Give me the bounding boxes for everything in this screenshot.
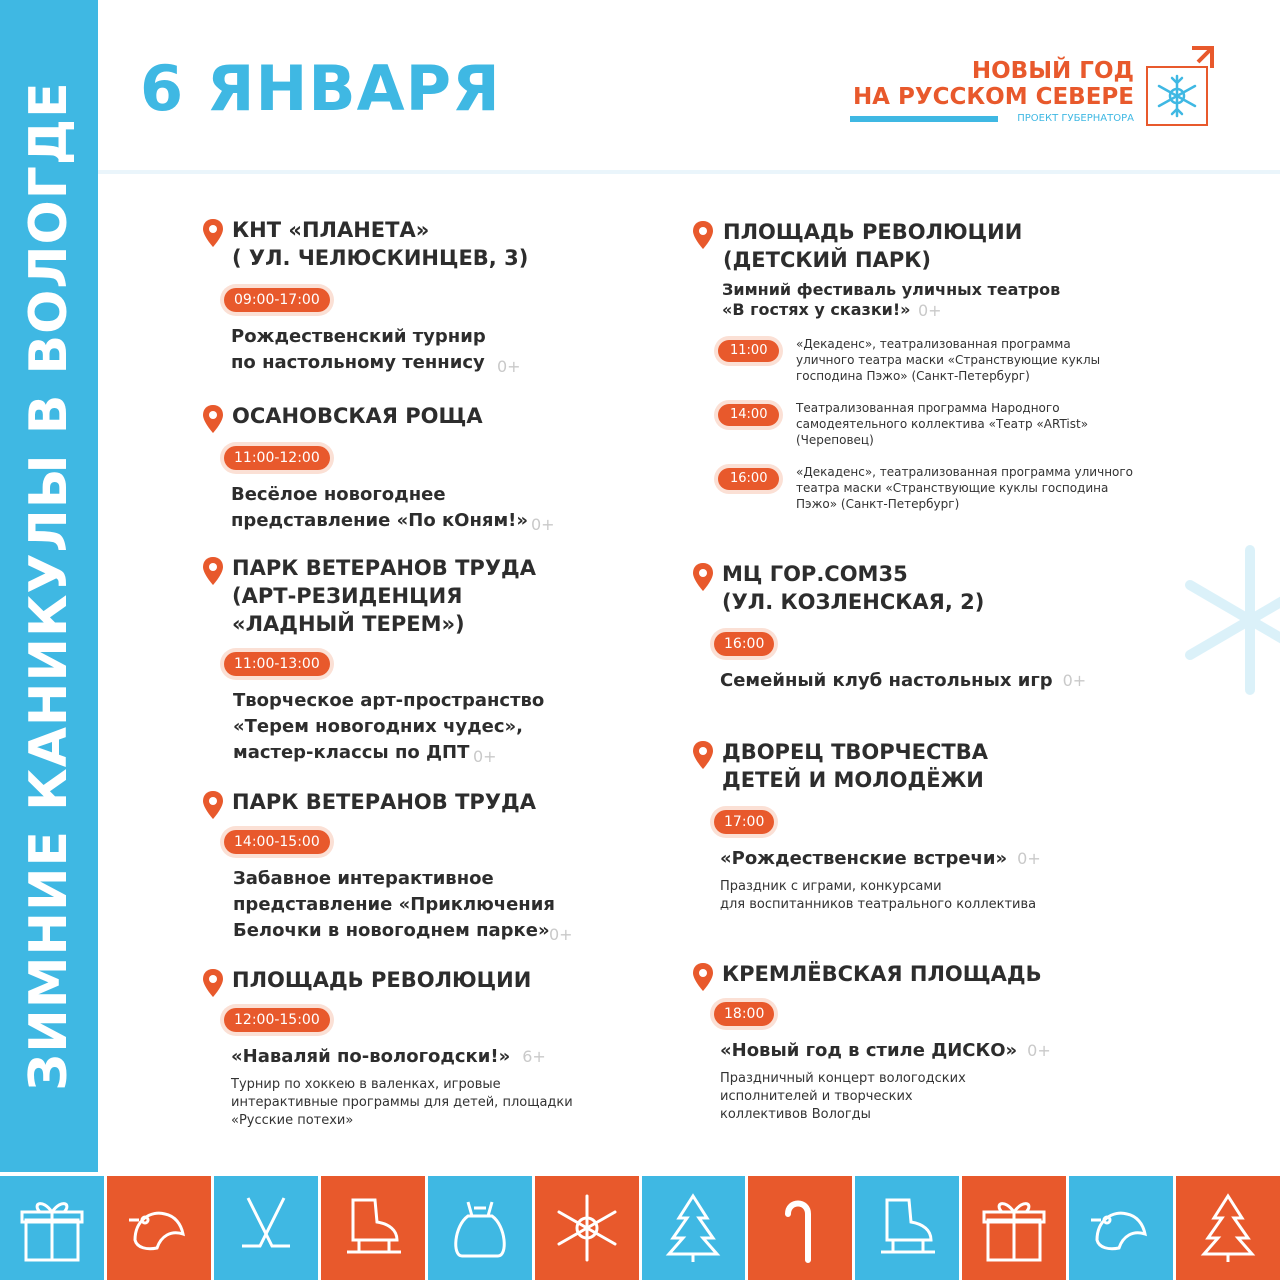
time-badge: 14:00-15:00 bbox=[224, 830, 330, 854]
schedule-description: «Декаденс», театрализованная программа уличного театра маски «Странствующие куклы господина Пэжо» (Санкт-Петербург) bbox=[796, 465, 1134, 511]
age-rating: 0+ bbox=[497, 357, 521, 376]
logo-line2: НА РУССКОМ СЕВЕРЕ bbox=[852, 84, 1134, 110]
venue-block bbox=[692, 218, 1172, 320]
logo-line1: НОВЫЙ ГОД bbox=[971, 58, 1134, 84]
location-pin-icon bbox=[692, 740, 714, 770]
footer-icon-strip bbox=[0, 1176, 1280, 1280]
location-pin-icon bbox=[692, 962, 714, 992]
page-title: 6 ЯНВАРЯ bbox=[140, 52, 501, 125]
location-pin-icon bbox=[692, 220, 714, 250]
logo-arrow-icon bbox=[1188, 44, 1216, 72]
event-title: Забавное интерактивное представление «Приключения Белочки в новогоднем парке» bbox=[233, 868, 555, 941]
venue-name: ПАРК ВЕТЕРАНОВ ТРУДА (АРТ-РЕЗИДЕНЦИЯ «ЛАДНЫЙ ТЕРЕМ») bbox=[232, 556, 536, 636]
time-badge: 09:00-17:00 bbox=[224, 288, 330, 312]
event-title: «Рождественские встречи» bbox=[720, 848, 1008, 869]
location-pin-icon bbox=[202, 968, 224, 998]
venue-name: ПЛОЩАДЬ РЕВОЛЮЦИИ (ДЕТСКИЙ ПАРК) bbox=[723, 220, 1023, 272]
bird-icon bbox=[107, 1176, 214, 1280]
venue-name: КНТ «ПЛАНЕТА» ( УЛ. ЧЕЛЮСКИНЦЕВ, 3) bbox=[232, 218, 529, 270]
time-badge: 11:00-13:00 bbox=[224, 652, 330, 676]
candy-cane-icon bbox=[748, 1176, 855, 1280]
event-description: Турнир по хоккею в валенках, игровые интерактивные программы для детей, площадки «Русские потехи» bbox=[231, 1077, 573, 1128]
venue-block bbox=[692, 738, 1172, 914]
age-rating: 0+ bbox=[1017, 849, 1041, 868]
time-badge: 18:00 bbox=[714, 1002, 774, 1026]
age-rating: 0+ bbox=[549, 925, 573, 944]
venue-name: ОСАНОВСКАЯ РОЩА bbox=[232, 404, 483, 428]
skate-icon bbox=[321, 1176, 428, 1280]
age-rating: 0+ bbox=[1027, 1041, 1051, 1060]
venue-name: МЦ ГОР.СОМ35 (УЛ. КОЗЛЕНСКАЯ, 2) bbox=[722, 562, 985, 614]
venue-name: ПЛОЩАДЬ РЕВОЛЮЦИИ bbox=[232, 968, 532, 992]
snowflake-icon bbox=[535, 1176, 642, 1280]
decorative-snowflake-icon bbox=[1170, 540, 1280, 700]
event-title: Семейный клуб настольных игр bbox=[720, 670, 1053, 691]
sidebar-title: ЗИМНИЕ КАНИКУЛЫ В ВОЛОГДЕ bbox=[19, 81, 79, 1091]
age-rating: 6+ bbox=[522, 1047, 546, 1066]
venue-block bbox=[202, 788, 622, 944]
time-badge: 11:00-12:00 bbox=[224, 446, 330, 470]
logo-bar bbox=[850, 116, 998, 122]
time-badge: 16:00 bbox=[718, 468, 779, 490]
venue-name: ПАРК ВЕТЕРАНОВ ТРУДА bbox=[232, 790, 536, 814]
venue-name: ДВОРЕЦ ТВОРЧЕСТВА ДЕТЕЙ И МОЛОДЁЖИ bbox=[722, 740, 988, 792]
time-badge: 12:00-15:00 bbox=[224, 1008, 330, 1032]
location-pin-icon bbox=[202, 790, 224, 820]
logo-snowflake-icon bbox=[1146, 66, 1208, 126]
hockey-sticks-icon bbox=[214, 1176, 321, 1280]
event-description: Праздничный концерт вологодских исполнителей и творческих коллективов Вологды bbox=[720, 1071, 966, 1122]
venue-block bbox=[202, 216, 622, 376]
venue-block bbox=[202, 966, 622, 1130]
bird-icon bbox=[1069, 1176, 1176, 1280]
age-rating: 0+ bbox=[918, 301, 942, 320]
skate-icon bbox=[855, 1176, 962, 1280]
location-pin-icon bbox=[202, 404, 224, 434]
location-pin-icon bbox=[202, 218, 224, 248]
location-pin-icon bbox=[692, 562, 714, 592]
fir-tree-icon bbox=[642, 1176, 749, 1280]
event-title: «Наваляй по-вологодски!» bbox=[231, 1046, 511, 1067]
schedule-description: Театрализованная программа Народного самодеятельного коллектива «Театр «ARTist» (Череповец) bbox=[796, 401, 1089, 447]
gift-bag-icon bbox=[428, 1176, 535, 1280]
sidebar bbox=[0, 0, 98, 1172]
venue-block bbox=[202, 554, 622, 766]
event-title: «Новый год в стиле ДИСКО» bbox=[720, 1040, 1018, 1061]
venue-block bbox=[692, 560, 1172, 694]
logo-subtitle: ПРОЕКТ ГУБЕРНАТОРА bbox=[1017, 113, 1134, 124]
festival-title: Зимний фестиваль уличных театров «В гостях у сказки!» bbox=[722, 280, 1061, 319]
time-badge: 16:00 bbox=[714, 632, 774, 656]
age-rating: 0+ bbox=[1062, 671, 1087, 690]
venue-block bbox=[202, 402, 622, 534]
logo bbox=[846, 44, 1216, 128]
age-rating: 0+ bbox=[473, 747, 497, 766]
event-title: Творческое арт-пространство «Терем новогодних чудес», мастер-классы по ДПТ bbox=[233, 690, 545, 763]
location-pin-icon bbox=[202, 556, 224, 586]
event-title: Весёлое новогоднее представление «По кОням!» bbox=[231, 484, 529, 531]
event-title: Рождественский турнир по настольному теннису bbox=[231, 326, 486, 373]
venue-name: КРЕМЛЁВСКАЯ ПЛОЩАДЬ bbox=[722, 962, 1042, 986]
event-description: Праздник с играми, конкурсами для воспитанников театрального коллектива bbox=[720, 879, 1037, 912]
time-badge: 11:00 bbox=[718, 340, 779, 362]
schedule-description: «Декаденс», театрализованная программа уличного театра маски «Странствующие куклы господина Пэжо» (Санкт-Петербург) bbox=[796, 337, 1101, 383]
age-rating: 0+ bbox=[531, 515, 555, 534]
gift-icon bbox=[0, 1176, 107, 1280]
venue-block bbox=[692, 960, 1172, 1124]
time-badge: 17:00 bbox=[714, 810, 774, 834]
fir-tree-icon bbox=[1176, 1176, 1280, 1280]
header-divider bbox=[98, 170, 1280, 174]
gift-icon bbox=[962, 1176, 1069, 1280]
time-badge: 14:00 bbox=[718, 404, 779, 426]
